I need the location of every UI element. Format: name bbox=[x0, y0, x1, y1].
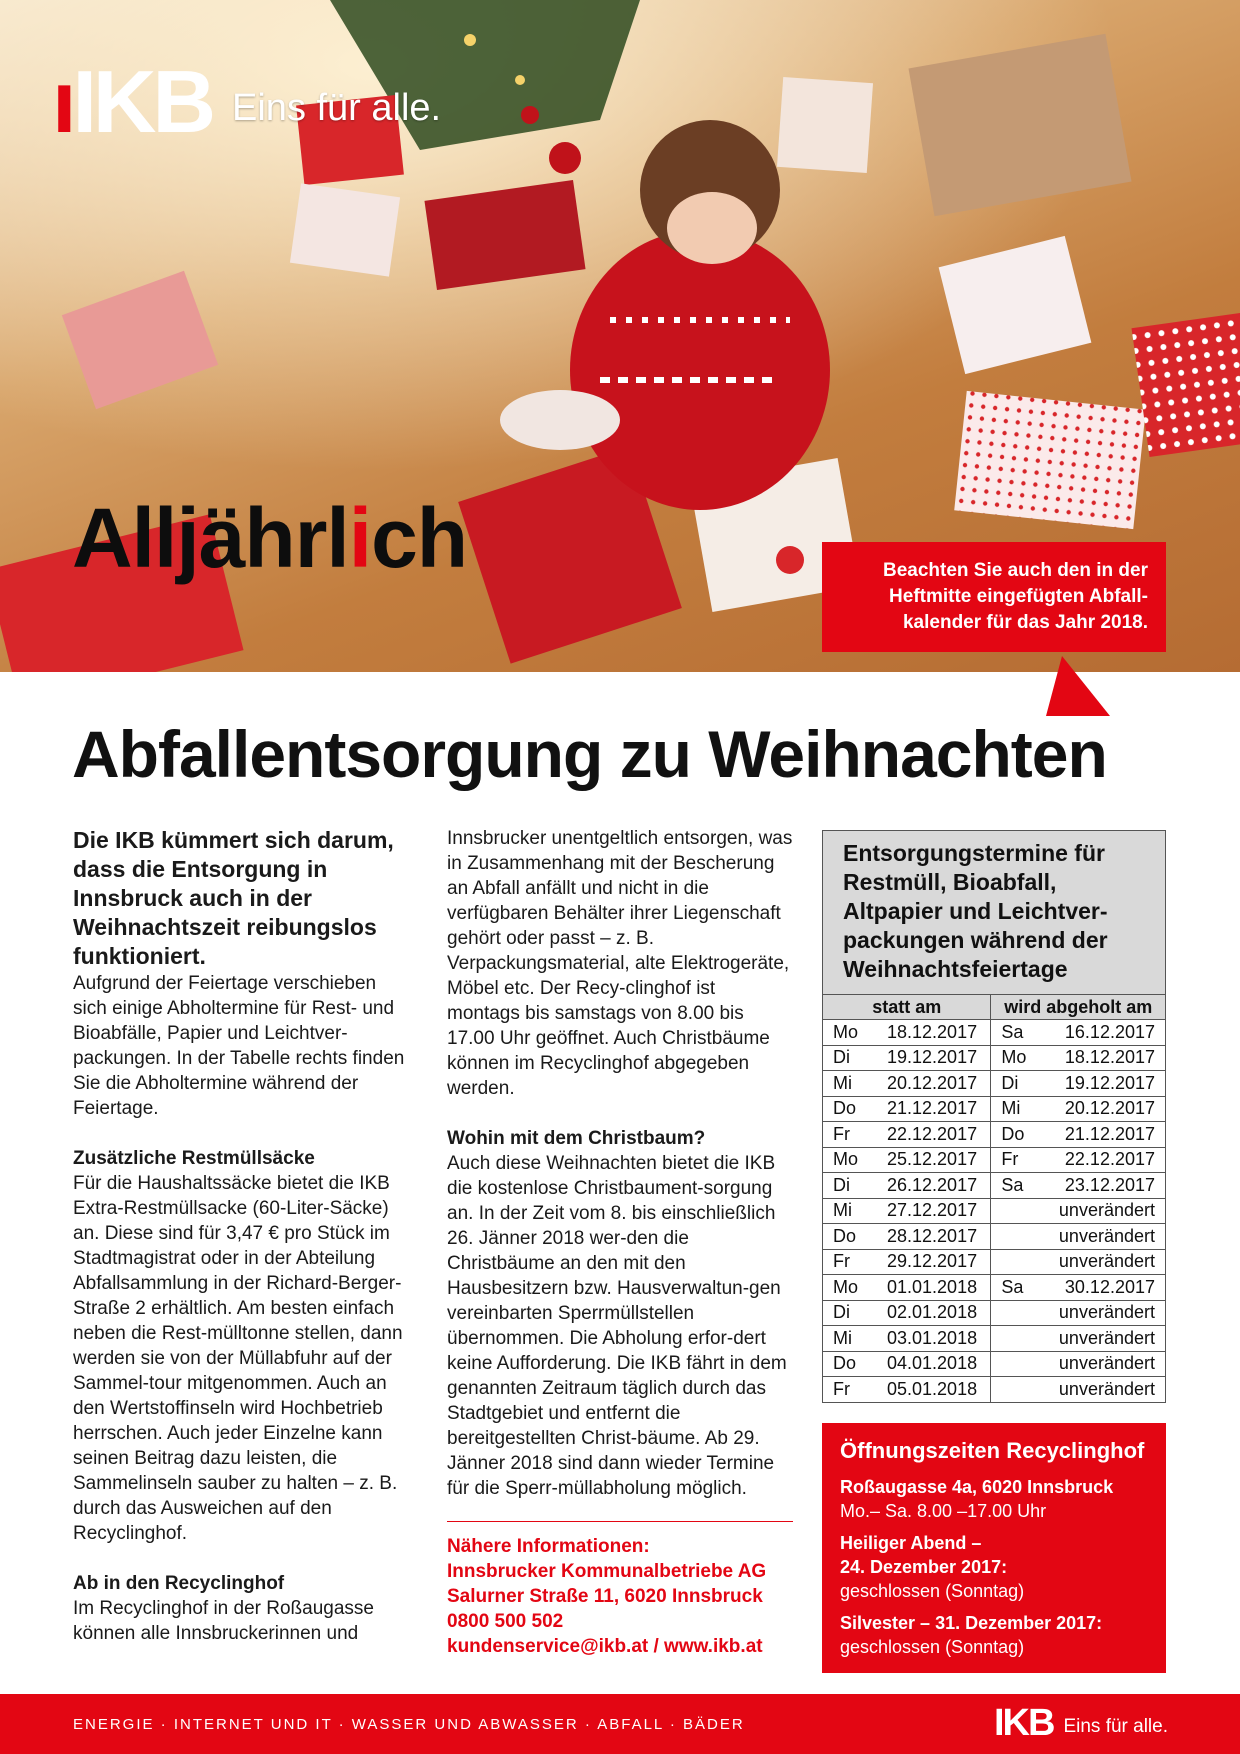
original-date: 26.12.2017 bbox=[875, 1173, 991, 1199]
table-row bbox=[823, 1173, 1165, 1199]
hero-photo-area bbox=[0, 0, 1240, 672]
schedule-table bbox=[823, 994, 1165, 1402]
pickup-date: 19.12.2017 bbox=[1045, 1071, 1165, 1097]
original-date: 05.01.2018 bbox=[875, 1377, 991, 1402]
original-weekday: Di bbox=[823, 1173, 875, 1199]
table-row bbox=[823, 1377, 1165, 1402]
pickup-weekday bbox=[991, 1198, 1046, 1224]
lead-paragraph: Die IKB kümmert sich darum, dass die Entsorgung in Innsbruck auch in der Weihnachtszeit reibungslos funktioniert. bbox=[73, 827, 394, 969]
nye-label: Silvester – 31. Dezember 2017: bbox=[840, 1613, 1103, 1633]
restmuell-heading: Zusätzliche Restmüllsäcke bbox=[73, 1148, 315, 1169]
footer-services: ENERGIE · INTERNET UND IT · WASSER UND ABWASSER · ABFALL · BÄDER bbox=[73, 1716, 745, 1733]
info-phone: 0800 500 502 bbox=[447, 1611, 564, 1632]
ikb-logo: ı IKB bbox=[52, 52, 213, 151]
pickup-date: unverändert bbox=[1045, 1224, 1165, 1250]
original-weekday: Mi bbox=[823, 1198, 875, 1224]
restmuell-paragraph: Für die Haushaltssäcke bietet die IKB Extra-Restmüllsacke (60-Liter-Säcke) an. Diese sind für 3,47 € pro Stück im Stadtmagistrat oder in der Abteilung Abfallsammlung in der Richard-Berger-Straße 2 erhältlich. Am besten einfach neben die Rest-mülltonne stellen, dann werden sie von der Müllabfuhr auf der Sammel-tour mitgenommen. Auch an den Wertstoffinseln wird Hochbetrieb herrschen. Auch jeder Einzelne kann seinen Beitrag dazu leisten, die Sammelinseln sauber zu halten – z. B. durch das Ausweichen auf den Recyclinghof. bbox=[73, 1173, 403, 1544]
brand-tagline: Eins für alle. bbox=[232, 87, 442, 129]
original-date: 27.12.2017 bbox=[875, 1198, 991, 1224]
original-weekday: Fr bbox=[823, 1377, 875, 1402]
pickup-weekday: Sa bbox=[991, 1275, 1046, 1301]
original-date: 22.12.2017 bbox=[875, 1122, 991, 1148]
hours-address: Roßaugasse 4a, 6020 Innsbruck bbox=[840, 1477, 1114, 1497]
original-weekday: Do bbox=[823, 1224, 875, 1250]
footer-tagline: Eins für alle. bbox=[1063, 1716, 1168, 1737]
pickup-weekday: Di bbox=[991, 1071, 1046, 1097]
table-row bbox=[823, 1096, 1165, 1122]
pickup-weekday: Fr bbox=[991, 1147, 1046, 1173]
pickup-date: unverändert bbox=[1045, 1249, 1165, 1275]
info-address: Salurner Straße 11, 6020 Innsbruck bbox=[447, 1586, 763, 1607]
original-date: 25.12.2017 bbox=[875, 1147, 991, 1173]
pickup-date: 22.12.2017 bbox=[1045, 1147, 1165, 1173]
original-date: 29.12.2017 bbox=[875, 1249, 991, 1275]
calendar-callout: Beachten Sie auch den in der Heftmitte eingefügten Abfall-kalender für das Jahr 2018. bbox=[822, 542, 1166, 652]
table-row bbox=[823, 1122, 1165, 1148]
original-weekday: Di bbox=[823, 1045, 875, 1071]
original-date: 02.01.2018 bbox=[875, 1300, 991, 1326]
pickup-date: 23.12.2017 bbox=[1045, 1173, 1165, 1199]
article-column-2 bbox=[447, 826, 793, 1659]
info-company: Innsbrucker Kommunalbetriebe AG bbox=[447, 1561, 767, 1582]
kicker-part1: Allj bbox=[72, 491, 199, 585]
table-row bbox=[823, 1198, 1165, 1224]
xmas-note: geschlossen (Sonntag) bbox=[840, 1581, 1025, 1601]
original-date: 04.01.2018 bbox=[875, 1351, 991, 1377]
footer-bar bbox=[0, 1694, 1240, 1754]
kicker-part2: ährl bbox=[198, 491, 349, 585]
table-row bbox=[823, 1020, 1165, 1046]
page-headline: Abfallentsorgung zu Weihnachten bbox=[72, 717, 1107, 791]
original-weekday: Mi bbox=[823, 1326, 875, 1352]
schedule-title: Entsorgungstermine für Restmüll, Bioabfall, Altpapier und Leichtver-packungen während der Weihnachtsfeiertage bbox=[823, 831, 1165, 994]
pickup-date: unverändert bbox=[1045, 1198, 1165, 1224]
original-weekday: Do bbox=[823, 1351, 875, 1377]
schedule-body bbox=[823, 1020, 1165, 1402]
pickup-weekday bbox=[991, 1249, 1046, 1275]
col-header-wird: wird abgeholt am bbox=[991, 995, 1165, 1020]
xmas-label-1: Heiliger Abend – bbox=[840, 1533, 982, 1553]
pickup-date: unverändert bbox=[1045, 1377, 1165, 1402]
info-email-web[interactable]: kundenservice@ikb.at / www.ikb.at bbox=[447, 1636, 763, 1657]
table-row bbox=[823, 1351, 1165, 1377]
pickup-weekday: Sa bbox=[991, 1020, 1046, 1046]
kicker-part3: ch bbox=[371, 491, 468, 585]
table-row bbox=[823, 1147, 1165, 1173]
nye-note: geschlossen (Sonntag) bbox=[840, 1637, 1025, 1657]
recycling-paragraph: Im Recyclinghof in der Roßaugasse können alle Innsbruckerinnen und bbox=[73, 1598, 374, 1644]
footer-logo: IKB bbox=[994, 1702, 1054, 1744]
pickup-weekday bbox=[991, 1300, 1046, 1326]
callout-tail bbox=[1046, 656, 1110, 716]
original-weekday: Di bbox=[823, 1300, 875, 1326]
table-row bbox=[823, 1249, 1165, 1275]
original-weekday: Mo bbox=[823, 1147, 875, 1173]
pickup-date: 30.12.2017 bbox=[1045, 1275, 1165, 1301]
schedule-box bbox=[822, 830, 1166, 1403]
pickup-weekday bbox=[991, 1224, 1046, 1250]
pickup-weekday bbox=[991, 1326, 1046, 1352]
original-date: 21.12.2017 bbox=[875, 1096, 991, 1122]
opening-hours-box bbox=[822, 1423, 1166, 1673]
pickup-date: unverändert bbox=[1045, 1300, 1165, 1326]
footer-brand bbox=[994, 1702, 1168, 1744]
pickup-date: unverändert bbox=[1045, 1351, 1165, 1377]
original-weekday: Mo bbox=[823, 1275, 875, 1301]
article-column-1 bbox=[73, 826, 415, 1646]
info-heading: Nähere Informationen: bbox=[447, 1536, 650, 1557]
pickup-weekday bbox=[991, 1377, 1046, 1402]
recycling-paragraph-cont: Innsbrucker unentgeltlich entsorgen, was in Zusammenhang mit der Bescherung an Abfall anfällt und nicht in die verfügbaren Behälter ihrer Liegenschaft gehört oder passt – z. B. Verpackungsmaterial, alte Elektrogeräte, Möbel etc. Der Recy-clinghof ist montags bis samstags von 8.00 bis 17.00 Uhr geöffnet. Auch Christbäume können im Recyclinghof abgegeben werden. bbox=[447, 828, 793, 1099]
christbaum-paragraph: Auch diese Weihnachten bietet die IKB die kostenlose Christbaument-sorgung an. In der Zeit vom 8. bis einschließlich 26. Jänner 2018 wer-den die Christbäume an den mit den Hausbesitzern bzw. Hausverwaltun-gen vereinbarten Sperrmüllstellen übernommen. Die Abholung erfor-dert keine Aufforderung. Die IKB fährt in dem genannten Zeitraum täglich durch das Stadtgebiet und entfernt die bereitgestellten Christ-bäume. Ab 29. Jänner 2018 sind dann wieder Termine für die Sperr-müllabholung möglich. bbox=[447, 1153, 787, 1499]
recycling-heading: Ab in den Recyclinghof bbox=[73, 1573, 285, 1594]
original-date: 19.12.2017 bbox=[875, 1045, 991, 1071]
pickup-weekday: Mi bbox=[991, 1096, 1046, 1122]
table-row bbox=[823, 1071, 1165, 1097]
ikb-logo-text: IKB bbox=[72, 52, 213, 151]
original-weekday: Do bbox=[823, 1096, 875, 1122]
pickup-weekday bbox=[991, 1351, 1046, 1377]
pickup-date: 16.12.2017 bbox=[1045, 1020, 1165, 1046]
table-row bbox=[823, 1326, 1165, 1352]
christbaum-heading: Wohin mit dem Christbaum? bbox=[447, 1128, 706, 1149]
pickup-date: 21.12.2017 bbox=[1045, 1122, 1165, 1148]
table-row bbox=[823, 1045, 1165, 1071]
kicker-red-i: i bbox=[348, 491, 372, 585]
table-row bbox=[823, 1275, 1165, 1301]
xmas-label-2: 24. Dezember 2017: bbox=[840, 1557, 1008, 1577]
hours-regular: Mo.– Sa. 8.00 –17.00 Uhr bbox=[840, 1501, 1047, 1521]
original-weekday: Fr bbox=[823, 1249, 875, 1275]
original-date: 20.12.2017 bbox=[875, 1071, 991, 1097]
table-row bbox=[823, 1224, 1165, 1250]
contact-info bbox=[447, 1521, 793, 1659]
pickup-date: unverändert bbox=[1045, 1326, 1165, 1352]
pickup-weekday: Mo bbox=[991, 1045, 1046, 1071]
kicker-title bbox=[72, 490, 467, 587]
hours-title: Öffnungszeiten Recyclinghof bbox=[840, 1438, 1145, 1463]
pickup-weekday: Sa bbox=[991, 1173, 1046, 1199]
col-header-statt: statt am bbox=[823, 995, 991, 1020]
original-date: 03.01.2018 bbox=[875, 1326, 991, 1352]
original-weekday: Mo bbox=[823, 1020, 875, 1046]
original-date: 28.12.2017 bbox=[875, 1224, 991, 1250]
original-date: 18.12.2017 bbox=[875, 1020, 991, 1046]
original-weekday: Mi bbox=[823, 1071, 875, 1097]
pickup-date: 20.12.2017 bbox=[1045, 1096, 1165, 1122]
intro-paragraph: Aufgrund der Feiertage verschieben sich einige Abholtermine für Rest- und Bioabfälle, Papier und Leichtver-packungen. In der Tabelle rechts finden Sie die Abholtermine während der Feiertage. bbox=[73, 973, 405, 1119]
original-weekday: Fr bbox=[823, 1122, 875, 1148]
pickup-date: 18.12.2017 bbox=[1045, 1045, 1165, 1071]
original-date: 01.01.2018 bbox=[875, 1275, 991, 1301]
ikb-brand bbox=[52, 52, 442, 151]
pickup-weekday: Do bbox=[991, 1122, 1046, 1148]
table-row bbox=[823, 1300, 1165, 1326]
